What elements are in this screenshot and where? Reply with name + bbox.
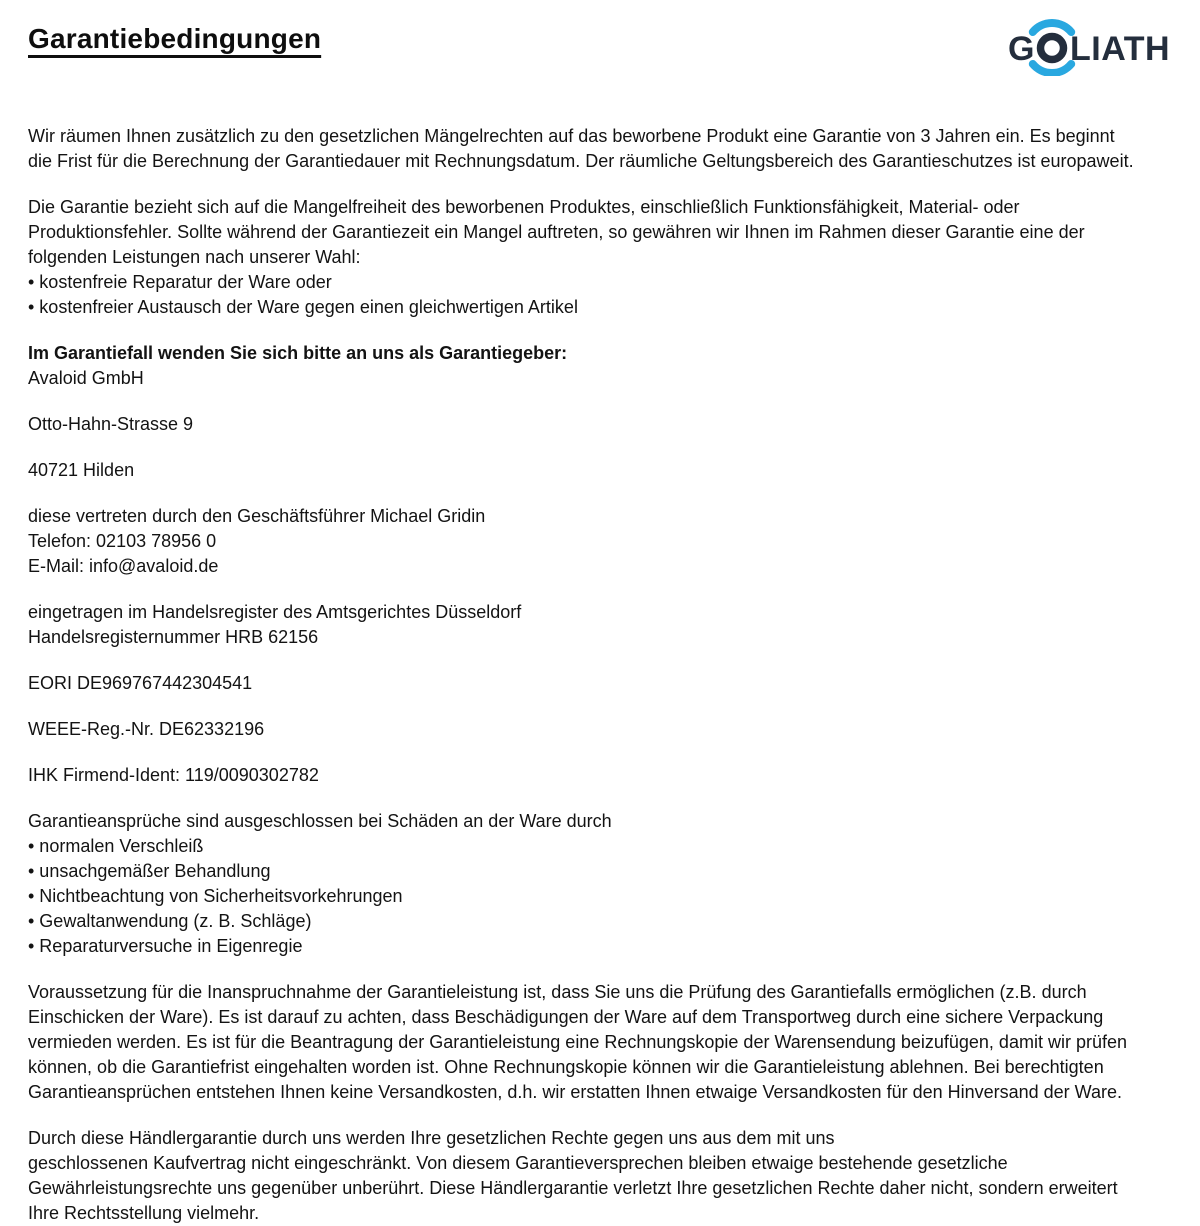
bullet-item: • Gewaltanwendung (z. B. Schläge)	[28, 911, 312, 931]
guarantor-company: Avaloid GmbH	[28, 368, 144, 388]
bullet-item: • kostenfreie Reparatur der Ware oder	[28, 272, 332, 292]
paragraph-line: Gewährleistungsrechte uns gegenüber unberührt. Diese Händlergarantie verletzt Ihre gesetzlichen Rechte daher nicht, sondern erweitert	[28, 1178, 1118, 1198]
logo-letter-g: G	[1008, 30, 1035, 68]
exclusions-intro: Garantieansprüche sind ausgeschlossen bei Schäden an der Ware durch	[28, 811, 612, 831]
paragraph-line: Voraussetzung für die Inanspruchnahme der Garantieleistung ist, dass Sie uns die Prüfung des Garantiefalls ermöglichen (z.B. durch	[28, 982, 1087, 1002]
guarantor-heading: Im Garantiefall wenden Sie sich bitte an uns als Garantiegeber:	[28, 343, 568, 363]
guarantor-contact-block	[28, 504, 1172, 579]
paragraph-line: Durch diese Händlergarantie durch uns werden Ihre gesetzlichen Rechte gegen uns aus dem mit uns	[28, 1128, 835, 1148]
logo-arc-top-icon	[1033, 23, 1071, 32]
paragraph-line: Garantieansprüchen entstehen Ihnen keine Versandkosten, d.h. wir erstatten Ihnen etwaige Versandkosten für den Hinversand der Ware.	[28, 1082, 1123, 1102]
document-body	[28, 124, 1172, 1226]
paragraph-line: geschlossenen Kaufvertrag nicht eingeschränkt. Von diesem Garantieversprechen bleiben etwaige bestehende gesetzliche	[28, 1153, 1008, 1173]
guarantor-city-block	[28, 458, 1172, 483]
bullet-item: • normalen Verschleiß	[28, 836, 204, 856]
intro-paragraph	[28, 124, 1172, 174]
page-title: Garantiebedingungen	[28, 23, 322, 54]
paragraph-line: die Frist für die Berechnung der Garantiedauer mit Rechnungsdatum. Der räumliche Geltungsbereich des Garantieschutzes ist europaweit.	[28, 151, 1134, 171]
goliath-logo	[1006, 6, 1178, 76]
bullet-item: • unsachgemäßer Behandlung	[28, 861, 271, 881]
guarantor-register-number: Handelsregisternummer HRB 62156	[28, 627, 319, 647]
guarantor-phone: Telefon: 02103 78956 0	[28, 531, 217, 551]
document-header	[28, 24, 1172, 94]
bullet-item: • Reparaturversuche in Eigenregie	[28, 936, 303, 956]
goliath-logo-graphic	[1006, 6, 1178, 76]
bullet-item: • Nichtbeachtung von Sicherheitsvorkehrungen	[28, 886, 403, 906]
conditions-paragraph	[28, 980, 1172, 1105]
guarantor-ihk-block	[28, 763, 1172, 788]
paragraph-line: folgenden Leistungen nach unserer Wahl:	[28, 247, 361, 267]
logo-letters-liath: LIATH	[1070, 30, 1171, 68]
paragraph-line: Ihre Rechtsstellung vielmehr.	[28, 1203, 260, 1223]
guarantor-register-block	[28, 600, 1172, 650]
statutory-rights-paragraph	[28, 1126, 1172, 1226]
guarantor-representative: diese vertreten durch den Geschäftsführer Michael Gridin	[28, 506, 486, 526]
guarantor-eori: EORI DE969767442304541	[28, 673, 253, 693]
guarantor-email: E-Mail: info@avaloid.de	[28, 556, 219, 576]
paragraph-line: Wir räumen Ihnen zusätzlich zu den gesetzlichen Mängelrechten auf das beworbene Produkt eine Garantie von 3 Jahren ein. Es beginnt	[28, 126, 1115, 146]
guarantor-eori-block	[28, 671, 1172, 696]
guarantor-ihk: IHK Firmend-Ident: 119/0090302782	[28, 765, 319, 785]
guarantor-weee: WEEE-Reg.-Nr. DE62332196	[28, 719, 265, 739]
paragraph-line: vermieden werden. Es ist für die Beantragung der Garantieleistung eine Rechnungskopie der Warensendung beizufügen, damit wir prüfen	[28, 1032, 1127, 1052]
paragraph-line: Einschicken der Ware). Es ist darauf zu achten, dass Beschädigungen der Ware auf dem Transportweg durch eine sichere Verpackung	[28, 1007, 1104, 1027]
bullet-item: • kostenfreier Austausch der Ware gegen einen gleichwertigen Artikel	[28, 297, 578, 317]
logo-arc-bottom-icon	[1033, 64, 1071, 73]
paragraph-line: können, ob die Garantiefrist eingehalten worden ist. Ohne Rechnungskopie können wir die Garantieleistung ablehnen. Bei berechtigten	[28, 1057, 1104, 1077]
paragraph-line: Produktionsfehler. Sollte während der Garantiezeit ein Mangel auftreten, so gewähren wir Ihnen im Rahmen dieser Garantie eine der	[28, 222, 1085, 242]
logo-o-ring-icon	[1041, 37, 1064, 60]
guarantor-city: 40721 Hilden	[28, 460, 135, 480]
guarantor-weee-block	[28, 717, 1172, 742]
guarantor-street: Otto-Hahn-Strasse 9	[28, 414, 194, 434]
guarantor-register: eingetragen im Handelsregister des Amtsgerichtes Düsseldorf	[28, 602, 522, 622]
exclusions-block	[28, 809, 1172, 959]
guarantor-heading-block	[28, 341, 1172, 391]
coverage-paragraph	[28, 195, 1172, 320]
guarantor-street-block	[28, 412, 1172, 437]
paragraph-line: Die Garantie bezieht sich auf die Mangelfreiheit des beworbenen Produktes, einschließlich Funktionsfähigkeit, Material- oder	[28, 197, 1020, 217]
